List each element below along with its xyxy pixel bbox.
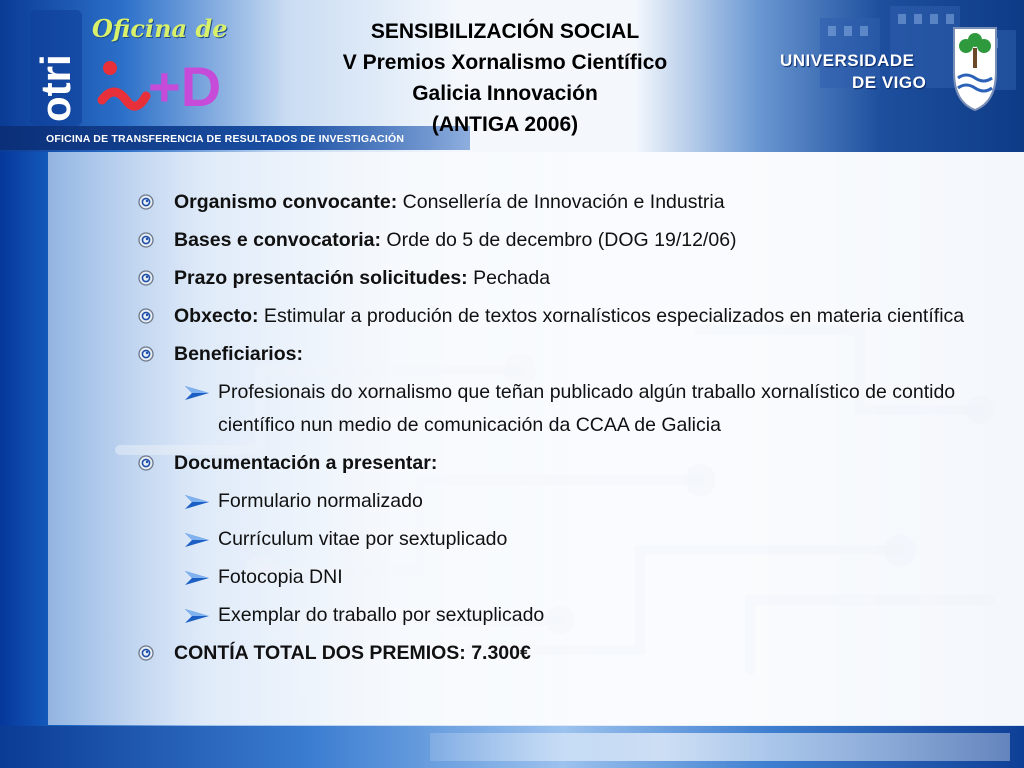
bullet-list: [136, 186, 986, 675]
swirl-bullet-icon: [138, 232, 154, 248]
item-text: Consellería de Innovación e Industria: [397, 191, 725, 213]
title-line-2: V Premios Xornalismo Científico: [342, 51, 668, 74]
swirl-bullet-icon: [138, 308, 154, 324]
list-item-obxecto: [136, 300, 986, 333]
sub-item-text: Fotocopia DNI: [218, 566, 343, 588]
list-item-bases: [136, 224, 986, 257]
id-logo: [96, 44, 232, 120]
arrow-bullet-icon: [184, 608, 210, 624]
item-text: Estimular a produción de textos xornalísticos especializados en materia científica: [258, 305, 965, 327]
title-line-1: SENSIBILIZACIÓN SOCIAL: [370, 20, 640, 43]
sub-item-dni: [136, 561, 986, 594]
swirl-bullet-icon: [138, 455, 154, 471]
university-shield-icon: [950, 22, 1000, 112]
oficina-logo-text: Oficina de: [92, 14, 228, 43]
swirl-bullet-icon: [138, 645, 154, 661]
sub-item-text: Exemplar do traballo por sextuplicado: [218, 604, 545, 626]
sub-item-text: Profesionais do xornalismo que teñan publicado algún traballo xornalístico de contido científico nun medio de comunicación da CCAA de Galicia: [218, 381, 956, 436]
list-item-prazo: [136, 262, 986, 295]
sub-item-exemplar: [136, 599, 986, 632]
arrow-bullet-icon: [184, 570, 210, 586]
swirl-bullet-icon: [138, 346, 154, 362]
header-strip-text: OFICINA DE TRANSFERENCIA DE RESULTADOS DE INVESTIGACIÓN: [46, 133, 405, 145]
arrow-bullet-icon: [184, 385, 210, 401]
sub-item-text: Formulario normalizado: [218, 490, 423, 512]
item-label: Prazo presentación solicitudes:: [174, 267, 468, 289]
item-label: Documentación a presentar:: [174, 452, 438, 474]
list-item-documentacion: [136, 447, 986, 480]
item-label: Organismo convocante:: [174, 191, 398, 213]
item-text: Pechada: [467, 267, 551, 289]
item-label: Beneficiarios:: [174, 343, 303, 365]
arrow-bullet-icon: [184, 494, 210, 510]
otri-logo: [28, 8, 84, 128]
university-name-line2: DE VIGO: [852, 73, 927, 92]
swirl-bullet-icon: [138, 270, 154, 286]
sub-item-curriculum: [136, 523, 986, 556]
item-label: Bases e convocatoria:: [174, 229, 382, 251]
slide-title: [240, 16, 770, 140]
university-name-line1: UNIVERSIDADE: [780, 51, 915, 70]
list-item-contia-total: [136, 637, 986, 670]
item-label: Obxecto:: [174, 305, 259, 327]
title-line-4: (ANTIGA 2006): [431, 113, 579, 136]
item-text: Orde do 5 de decembro (DOG 19/12/06): [381, 229, 737, 251]
sub-item-text: Currículum vitae por sextuplicado: [218, 528, 508, 550]
sub-item-formulario: [136, 485, 986, 518]
title-line-3: Galicia Innovación: [412, 82, 598, 105]
list-item-beneficiarios: [136, 338, 986, 371]
item-label: CONTÍA TOTAL DOS PREMIOS: 7.300€: [174, 642, 531, 664]
arrow-bullet-icon: [184, 532, 210, 548]
sub-item-profesionais: [136, 376, 986, 442]
footer-highlight: [430, 733, 1010, 761]
id-logo-text: +D: [148, 55, 222, 118]
otri-logo-text: otri: [32, 54, 79, 122]
list-item-organismo: [136, 186, 986, 219]
swirl-bullet-icon: [138, 194, 154, 210]
